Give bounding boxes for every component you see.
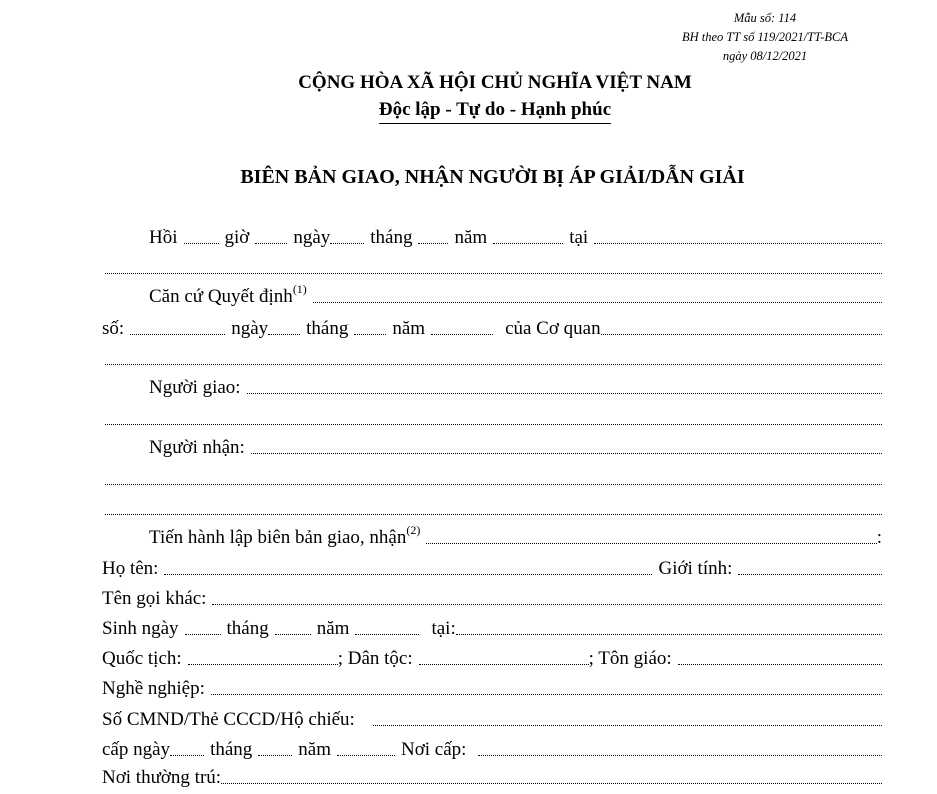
label-tai-2: tại: bbox=[431, 618, 456, 639]
label-hoi: Hồi bbox=[149, 227, 178, 248]
label-nam-3: năm bbox=[316, 618, 350, 639]
field-nationality[interactable] bbox=[188, 664, 338, 665]
field-receiver[interactable] bbox=[251, 453, 882, 454]
field-month[interactable] bbox=[418, 243, 448, 244]
motto-wrapper bbox=[0, 99, 937, 124]
label-quoc-tich: Quốc tịch: bbox=[102, 648, 182, 669]
label-thang: tháng bbox=[370, 227, 413, 248]
field-decision-month[interactable] bbox=[354, 334, 386, 335]
label-nam-4: năm bbox=[298, 739, 331, 760]
field-residence[interactable] bbox=[221, 783, 882, 784]
residence-line bbox=[102, 762, 882, 790]
field-decision[interactable] bbox=[313, 302, 882, 303]
occupation-line bbox=[102, 673, 882, 701]
footnote-2: (2) bbox=[406, 522, 421, 537]
label-ho-ten: Họ tên: bbox=[102, 558, 159, 579]
field-decision-number[interactable] bbox=[130, 334, 225, 335]
label-thang-2: tháng bbox=[306, 318, 349, 339]
national-motto: Độc lập - Tự do - Hạnh phúc bbox=[379, 99, 611, 124]
field-birth-year[interactable] bbox=[355, 634, 419, 635]
label-thang-4: tháng bbox=[210, 739, 253, 760]
field-id-number[interactable] bbox=[373, 725, 882, 726]
label-dan-toc: ; Dân tộc: bbox=[337, 648, 413, 669]
label-tien-hanh: Tiến hành lập biên bản giao, nhận$^{(2)}$ bbox=[149, 522, 421, 548]
field-birth-day[interactable] bbox=[185, 634, 221, 635]
field-occupation[interactable] bbox=[211, 694, 882, 695]
decision-line bbox=[102, 281, 882, 309]
field-place[interactable] bbox=[594, 243, 882, 244]
id-issue-line bbox=[102, 734, 882, 762]
field-deliverer[interactable] bbox=[247, 393, 882, 394]
form-issue-date: ngày 08/12/2021 bbox=[722, 49, 808, 63]
form-number: Mẫu số: 114 bbox=[733, 11, 797, 25]
field-receiver-continued-2[interactable] bbox=[105, 514, 882, 515]
field-ethnicity[interactable] bbox=[419, 664, 589, 665]
label-tai: tại bbox=[569, 227, 589, 248]
label-colon: : bbox=[876, 527, 882, 548]
field-birth-month[interactable] bbox=[275, 634, 311, 635]
label-thang-3: tháng bbox=[226, 618, 269, 639]
field-deliverer-continued[interactable] bbox=[105, 424, 882, 425]
deliverer-line bbox=[102, 372, 882, 400]
proceed-line bbox=[102, 522, 882, 550]
field-alias[interactable] bbox=[212, 604, 882, 605]
field-issue-place[interactable] bbox=[478, 755, 882, 756]
receiver-line bbox=[102, 432, 882, 460]
field-issue-day[interactable] bbox=[170, 755, 204, 756]
label-nghe-nghiep: Nghề nghiệp: bbox=[102, 678, 205, 699]
field-proceed[interactable] bbox=[426, 543, 876, 544]
field-minute[interactable] bbox=[255, 243, 287, 244]
label-ten-goi-khac: Tên gọi khác: bbox=[102, 588, 207, 609]
id-number-line bbox=[102, 704, 882, 732]
field-receiver-continued-1[interactable] bbox=[105, 484, 882, 485]
label-nam: năm bbox=[454, 227, 488, 248]
field-issue-year[interactable] bbox=[337, 755, 395, 756]
label-nguoi-nhan: Người nhận: bbox=[149, 437, 245, 458]
field-agency[interactable] bbox=[601, 334, 882, 335]
label-sinh-ngay: Sinh ngày bbox=[102, 618, 179, 639]
national-title: CỘNG HÒA XÃ HỘI CHỦ NGHĨA VIỆT NAM bbox=[298, 72, 692, 93]
field-day[interactable] bbox=[330, 243, 364, 244]
label-ngay-2: ngày bbox=[231, 318, 269, 339]
form-issued-by: BH theo TT số 119/2021/TT-BCA bbox=[682, 30, 848, 44]
label-so: số: bbox=[102, 318, 125, 339]
nationality-line bbox=[102, 643, 882, 671]
label-ngay: ngày bbox=[293, 227, 331, 248]
name-gender-line bbox=[102, 553, 882, 581]
label-noi-cap: Nơi cấp: bbox=[401, 739, 467, 760]
label-ton-giao: ; Tôn giáo: bbox=[588, 648, 672, 669]
document-title: BIÊN BẢN GIAO, NHẬN NGƯỜI BỊ ÁP GIẢI/DẪN GIẢI bbox=[240, 166, 745, 188]
label-noi-thuong-tru: Nơi thường trú: bbox=[102, 767, 222, 788]
field-hour[interactable] bbox=[184, 243, 219, 244]
field-decision-year[interactable] bbox=[431, 334, 493, 335]
footnote-1: (1) bbox=[292, 281, 307, 296]
field-place-continued[interactable] bbox=[105, 273, 882, 274]
birth-line bbox=[102, 613, 882, 641]
decision-number-line bbox=[102, 313, 882, 341]
field-issue-month[interactable] bbox=[258, 755, 292, 756]
label-can-cu: Căn cứ Quyết định$^{(1)}$ bbox=[149, 281, 307, 307]
time-place-line bbox=[102, 222, 882, 250]
field-birth-place[interactable] bbox=[456, 634, 882, 635]
field-religion[interactable] bbox=[678, 664, 882, 665]
field-full-name[interactable] bbox=[164, 574, 652, 575]
field-year[interactable] bbox=[493, 243, 563, 244]
field-gender[interactable] bbox=[738, 574, 882, 575]
label-so-cmnd: Số CMND/Thẻ CCCD/Hộ chiếu: bbox=[102, 709, 355, 730]
label-gioi-tinh: Giới tính: bbox=[658, 558, 733, 579]
field-decision-day[interactable] bbox=[268, 334, 300, 335]
label-cap-ngay: cấp ngày bbox=[102, 739, 171, 760]
label-nam-2: năm bbox=[392, 318, 426, 339]
label-nguoi-giao: Người giao: bbox=[149, 377, 241, 398]
field-agency-continued[interactable] bbox=[105, 364, 882, 365]
label-cua-co-quan: của Cơ quan bbox=[505, 318, 601, 339]
form-meta bbox=[655, 9, 875, 66]
alias-line bbox=[102, 583, 882, 611]
label-gio: giờ bbox=[224, 227, 250, 248]
